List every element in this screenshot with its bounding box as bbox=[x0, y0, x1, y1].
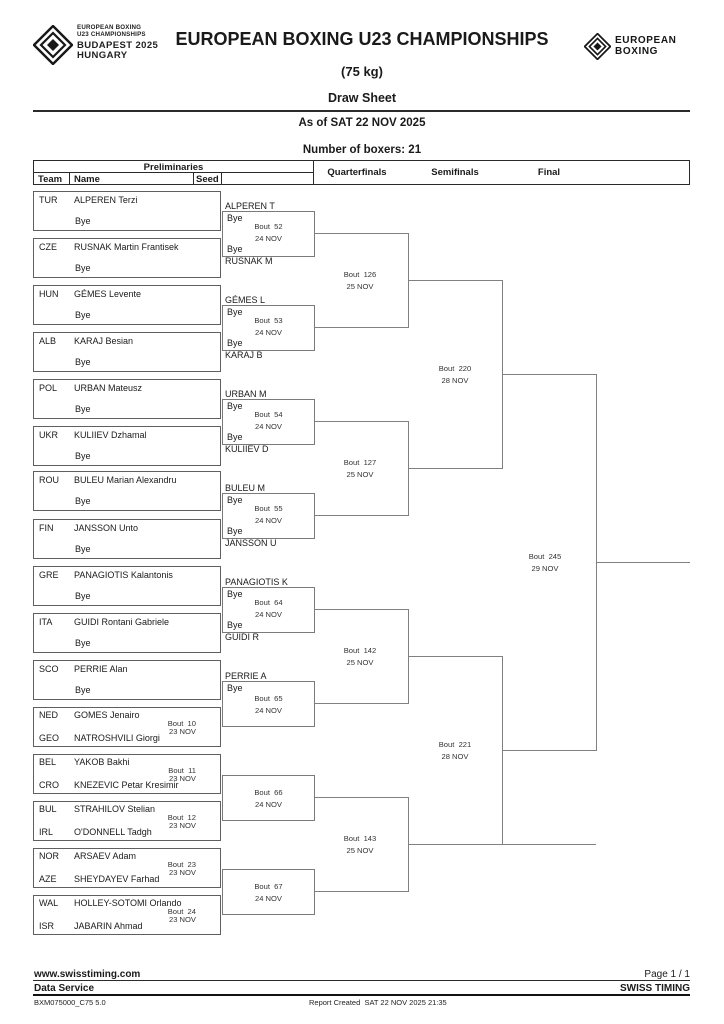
advancer-name: GÉMES L bbox=[225, 295, 266, 305]
column-header-name: Name bbox=[74, 174, 100, 185]
entry-team: ITA bbox=[39, 617, 53, 627]
table-divider-team bbox=[69, 172, 70, 185]
bye-label: Bye bbox=[227, 526, 243, 536]
entry-name: BULEU Marian Alexandru bbox=[74, 475, 177, 485]
bout-date: 24 NOV bbox=[254, 422, 282, 431]
bye-label: Bye bbox=[75, 310, 91, 320]
entry-box-match bbox=[33, 754, 221, 794]
left-logo-line1: EUROPEAN BOXING bbox=[77, 24, 142, 31]
entry-name: PANAGIOTIS Kalantonis bbox=[74, 570, 173, 580]
table-border-bottom bbox=[33, 184, 690, 185]
round2-bout-box bbox=[222, 389, 315, 454]
connector-line bbox=[502, 750, 596, 751]
entry-team: FIN bbox=[39, 523, 54, 533]
footer-page-number: Page 1 / 1 bbox=[644, 969, 690, 980]
entry-team: TUR bbox=[39, 195, 58, 205]
bout-date: 23 NOV bbox=[168, 774, 196, 783]
connector-line bbox=[408, 468, 502, 469]
bye-label: Bye bbox=[75, 357, 91, 367]
entry-box-match bbox=[33, 707, 221, 747]
round2-bout-box bbox=[222, 483, 315, 548]
entry-team: ALB bbox=[39, 336, 57, 346]
header-divider bbox=[33, 110, 690, 112]
entry-name: ALPEREN Terzi bbox=[74, 195, 138, 205]
left-logo-line2: U23 CHAMPIONSHIPS bbox=[77, 30, 146, 38]
entry-box bbox=[33, 379, 221, 419]
bout-date: 24 NOV bbox=[254, 894, 282, 903]
table-divider-name bbox=[193, 172, 194, 185]
bye-label: Bye bbox=[75, 638, 91, 648]
entry-box bbox=[33, 519, 221, 559]
table-border-top bbox=[33, 160, 690, 161]
boxers-count: Number of boxers: 21 bbox=[302, 144, 422, 156]
entry-team: WAL bbox=[39, 898, 59, 908]
advancer-name: KARAJ B bbox=[225, 350, 263, 360]
bye-label: Bye bbox=[227, 401, 243, 411]
round2-bout-box bbox=[222, 201, 315, 266]
table-divider-seed bbox=[221, 172, 222, 185]
entry-team: GEO bbox=[39, 733, 60, 743]
bout-number: Bout 67 bbox=[254, 882, 283, 891]
advancer-name: ALPEREN T bbox=[225, 201, 275, 211]
bout-date: 28 NOV bbox=[441, 752, 469, 761]
advancer-name: JANSSON U bbox=[225, 538, 277, 548]
connector-line bbox=[408, 280, 502, 281]
entry-name: ARSAEV Adam bbox=[74, 851, 137, 861]
column-header-preliminaries: Preliminaries bbox=[143, 162, 204, 173]
connector-line bbox=[502, 844, 596, 845]
entry-box-match bbox=[33, 895, 221, 935]
footer-divider-top bbox=[33, 980, 690, 981]
bout-number: Bout 10 bbox=[167, 719, 196, 728]
entry-box bbox=[33, 613, 221, 653]
bout-date: 25 NOV bbox=[346, 282, 374, 291]
bout-number: Bout 55 bbox=[254, 504, 283, 513]
bout-number: Bout 64 bbox=[254, 598, 283, 607]
entry-name: KNEZEVIC Petar Kresimir bbox=[74, 780, 179, 790]
entry-box bbox=[33, 426, 221, 466]
entry-box bbox=[33, 566, 221, 606]
bout-date: 25 NOV bbox=[346, 470, 374, 479]
entry-team: ISR bbox=[39, 921, 55, 931]
bout-date: 23 NOV bbox=[168, 727, 196, 736]
as-of-date: As of SAT 22 NOV 2025 bbox=[298, 117, 426, 129]
bout-date: 23 NOV bbox=[168, 868, 196, 877]
bout-date: 25 NOV bbox=[346, 658, 374, 667]
advancer-name: PERRIE A bbox=[225, 671, 267, 681]
bout-date: 24 NOV bbox=[254, 328, 282, 337]
advancer-name: KULIIEV D bbox=[225, 444, 269, 454]
column-header-seed: Seed bbox=[196, 174, 219, 185]
connector-line bbox=[408, 656, 502, 657]
bout-number: Bout 142 bbox=[343, 646, 377, 655]
bye-label: Bye bbox=[75, 263, 91, 273]
entry-name: YAKOB Bakhi bbox=[74, 757, 130, 767]
bout-number: Bout 245 bbox=[528, 552, 562, 561]
entry-team: CRO bbox=[39, 780, 59, 790]
footer-report-code: BXM075000_C75 5.0 bbox=[34, 998, 106, 1007]
advancer-name: PANAGIOTIS K bbox=[225, 577, 288, 587]
bye-label: Bye bbox=[75, 685, 91, 695]
footer-report-created: Report Created SAT 22 NOV 2025 21:35 bbox=[309, 998, 447, 1007]
connector-line bbox=[315, 797, 408, 798]
bout-date: 24 NOV bbox=[254, 234, 282, 243]
bye-label: Bye bbox=[227, 244, 243, 254]
entry-name: NATROSHVILI Giorgi bbox=[74, 733, 160, 743]
connector-line bbox=[408, 844, 502, 845]
entry-box bbox=[33, 471, 221, 511]
bout-number: Bout 11 bbox=[168, 766, 196, 775]
entry-name: STRAHILOV Stelian bbox=[74, 804, 156, 814]
entry-team: CZE bbox=[39, 242, 57, 252]
bout-date: 29 NOV bbox=[531, 564, 559, 573]
weight-category: (75 kg) bbox=[341, 64, 383, 79]
entry-team: SCO bbox=[39, 664, 59, 674]
entry-name: URBAN Mateusz bbox=[74, 383, 143, 393]
entry-name: GOMES Jenairo bbox=[74, 710, 140, 720]
connector-line bbox=[315, 327, 408, 328]
entry-team: POL bbox=[39, 383, 58, 393]
advancer-name: RUSNAK M bbox=[225, 256, 273, 266]
connector-line bbox=[315, 233, 408, 234]
column-header-final: Final bbox=[537, 167, 561, 178]
advancer-name: BULEU M bbox=[225, 483, 266, 493]
bye-label: Bye bbox=[227, 683, 243, 693]
entry-team: NOR bbox=[39, 851, 59, 861]
entry-box-match bbox=[33, 801, 221, 841]
bye-label: Bye bbox=[75, 496, 91, 506]
entry-name: KULIIEV Dzhamal bbox=[74, 430, 147, 440]
round2-bout-box bbox=[222, 869, 315, 915]
left-logo-line3: BUDAPEST 2025 bbox=[77, 40, 159, 52]
right-logo-text bbox=[615, 36, 676, 57]
bye-label: Bye bbox=[227, 620, 243, 630]
entry-team: UKR bbox=[39, 430, 59, 440]
entry-team: BUL bbox=[39, 804, 57, 814]
bout-number: Bout 221 bbox=[438, 740, 472, 749]
entry-box bbox=[33, 238, 221, 278]
round2-bout-box bbox=[222, 775, 315, 821]
bout-number: Bout 12 bbox=[167, 813, 196, 822]
entry-name: PERRIE Alan bbox=[74, 664, 128, 674]
advancer-name: URBAN M bbox=[225, 389, 267, 399]
right-logo-line1: EUROPEAN bbox=[615, 35, 677, 46]
entry-name: O'DONNELL Tadgh bbox=[74, 827, 152, 837]
bye-label: Bye bbox=[75, 216, 91, 226]
footer-website: www.swisstiming.com bbox=[34, 969, 141, 980]
entry-name: KARAJ Besian bbox=[74, 336, 134, 346]
advancer-name: GUIDI R bbox=[225, 632, 260, 642]
right-logo-line2: BOXING bbox=[615, 45, 659, 57]
entry-team: ROU bbox=[39, 475, 59, 485]
entry-team: HUN bbox=[39, 289, 59, 299]
bout-date: 23 NOV bbox=[168, 915, 196, 924]
bye-label: Bye bbox=[227, 495, 243, 505]
bout-number: Bout 52 bbox=[254, 222, 283, 231]
entry-team: BEL bbox=[39, 757, 57, 767]
sheet-subtitle: Draw Sheet bbox=[327, 91, 397, 105]
bout-date: 24 NOV bbox=[254, 706, 282, 715]
footer-brand: SWISS TIMING bbox=[620, 983, 690, 994]
entry-name: GÉMES Levente bbox=[74, 289, 142, 299]
connector-line bbox=[315, 891, 408, 892]
connector-line bbox=[315, 609, 408, 610]
connector-line bbox=[315, 515, 408, 516]
bye-label: Bye bbox=[75, 404, 91, 414]
page-title: EUROPEAN BOXING U23 CHAMPIONSHIPS bbox=[175, 29, 549, 49]
bout-date: 28 NOV bbox=[441, 376, 469, 385]
column-header-semifinals: Semifinals bbox=[431, 167, 479, 178]
bout-number: Bout 65 bbox=[254, 694, 283, 703]
entry-name: JANSSON Unto bbox=[74, 523, 139, 533]
connector-line bbox=[315, 421, 408, 422]
entry-name: SHEYDAYEV Farhad bbox=[74, 874, 160, 884]
winner-line bbox=[596, 562, 690, 563]
bout-date: 23 NOV bbox=[168, 821, 196, 830]
entry-name: RUSNAK Martin Frantisek bbox=[74, 242, 179, 252]
bye-label: Bye bbox=[227, 589, 243, 599]
entry-box-match bbox=[33, 848, 221, 888]
bye-label: Bye bbox=[227, 432, 243, 442]
connector-line bbox=[502, 374, 596, 375]
entry-team: IRL bbox=[39, 827, 54, 837]
bye-label: Bye bbox=[75, 544, 91, 554]
entry-box bbox=[33, 660, 221, 700]
bout-number: Bout 143 bbox=[343, 834, 377, 843]
bout-date: 25 NOV bbox=[346, 846, 374, 855]
footer-data-service: Data Service bbox=[34, 983, 95, 994]
bye-label: Bye bbox=[75, 591, 91, 601]
entry-name: HOLLEY-SOTOMI Orlando bbox=[74, 898, 182, 908]
bout-number: Bout 54 bbox=[254, 410, 283, 419]
bye-label: Bye bbox=[75, 451, 91, 461]
bye-label: Bye bbox=[227, 338, 243, 348]
bout-number: Bout 24 bbox=[167, 907, 196, 916]
bout-date: 24 NOV bbox=[254, 610, 282, 619]
column-header-quarterfinals: Quarterfinals bbox=[327, 167, 387, 178]
entry-team: AZE bbox=[39, 874, 57, 884]
entry-box bbox=[33, 285, 221, 325]
bout-number: Bout 66 bbox=[254, 788, 283, 797]
entry-box bbox=[33, 191, 221, 231]
connector-line bbox=[315, 703, 408, 704]
bye-label: Bye bbox=[227, 213, 243, 223]
entry-name: GUIDI Rontani Gabriele bbox=[74, 617, 170, 627]
bout-number: Bout 53 bbox=[254, 316, 283, 325]
round2-bout-box bbox=[222, 295, 315, 360]
european-boxing-gem-logo-icon bbox=[584, 33, 611, 60]
entry-team: GRE bbox=[39, 570, 59, 580]
left-logo-line4: HUNGARY bbox=[77, 50, 128, 62]
entry-team: NED bbox=[39, 710, 59, 720]
footer-divider-bottom bbox=[33, 994, 690, 996]
column-header-team: Team bbox=[38, 174, 63, 185]
bout-number: Bout 127 bbox=[343, 458, 377, 467]
round2-bout-box bbox=[222, 577, 315, 642]
bout-number: Bout 220 bbox=[438, 364, 472, 373]
table-border-right bbox=[689, 160, 690, 185]
entry-box bbox=[33, 332, 221, 372]
bout-date: 24 NOV bbox=[254, 800, 282, 809]
entry-name: JABARIN Ahmad bbox=[74, 921, 143, 931]
round2-bout-box bbox=[222, 671, 315, 727]
bout-number: Bout 126 bbox=[343, 270, 377, 279]
bout-date: 24 NOV bbox=[254, 516, 282, 525]
bout-number: Bout 23 bbox=[167, 860, 196, 869]
bye-label: Bye bbox=[227, 307, 243, 317]
